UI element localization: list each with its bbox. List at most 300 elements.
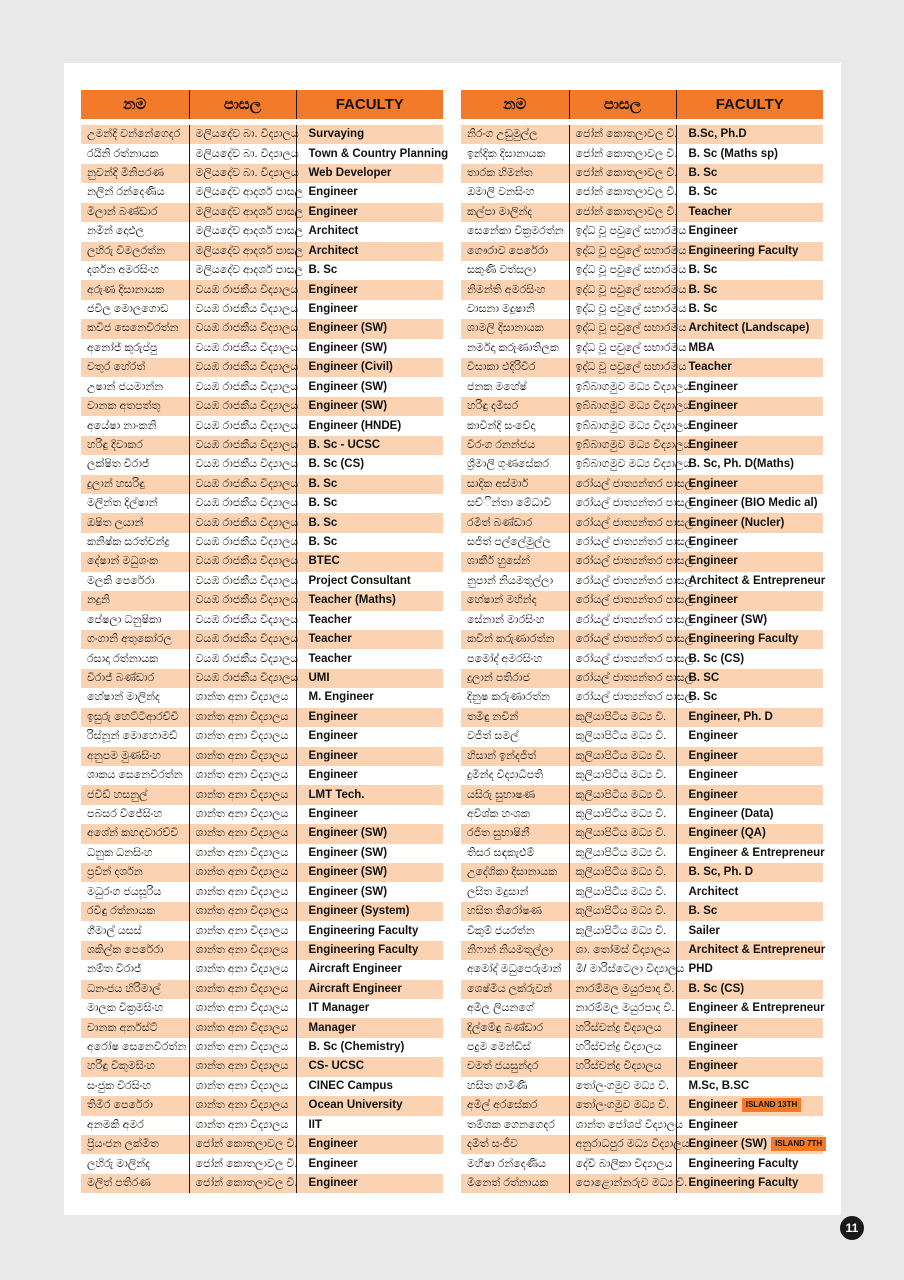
cell-school-text: වයඹ රාජකීය විද්‍යාලය bbox=[195, 613, 299, 626]
cell-name bbox=[81, 242, 189, 261]
cell-faculty-text: B. Sc (CS) bbox=[308, 458, 365, 471]
cell-school-text: ජෝන් කොතලාවල වි. bbox=[195, 1157, 298, 1170]
cell-school-text: රෝයල් ජාත්‍යන්තර පාසල bbox=[575, 516, 694, 529]
cell-name bbox=[461, 921, 569, 940]
cell-faculty bbox=[676, 475, 823, 494]
cell-school bbox=[569, 805, 676, 824]
table-row bbox=[81, 747, 443, 766]
cell-faculty bbox=[676, 941, 826, 960]
cell-school-text: නාරම්මල මයුරපාද වි. bbox=[575, 982, 675, 995]
table-row bbox=[81, 649, 443, 668]
cell-school-text: හරිස්චන්ද්‍ර විද්‍යාලය bbox=[575, 1021, 662, 1034]
cell-faculty-text: B. SC bbox=[688, 672, 720, 685]
table-row bbox=[461, 844, 823, 863]
cell-name-text: මලකි පෙරේරා bbox=[87, 574, 155, 587]
cell-school-text: මලියදේව ආදර්ශ පාසල bbox=[195, 186, 304, 199]
cell-faculty bbox=[676, 242, 823, 261]
cell-school bbox=[189, 319, 299, 338]
cell-school bbox=[189, 630, 299, 649]
cell-school bbox=[569, 436, 692, 455]
right-results-table bbox=[461, 90, 826, 1193]
cell-school-text: ශාන්ත අනා විද්‍යාලය bbox=[195, 943, 289, 956]
cell-faculty bbox=[676, 669, 823, 688]
cell-name-text: විසාකා එදිරිවීර bbox=[467, 361, 536, 374]
cell-school bbox=[189, 980, 296, 999]
cell-school bbox=[189, 494, 299, 513]
table-row bbox=[81, 552, 443, 571]
cell-school bbox=[189, 688, 296, 707]
cell-school bbox=[569, 203, 676, 222]
cell-faculty bbox=[296, 805, 443, 824]
cell-school-text: මී/ මාරිස්ටෙලා විද්‍යාලය bbox=[575, 963, 685, 976]
table-row bbox=[461, 921, 823, 940]
cell-name-text: දුමින්ද විද්‍යාධිපති bbox=[467, 769, 544, 782]
cell-faculty-text: MBA bbox=[688, 341, 715, 354]
cell-faculty-text: Engineer bbox=[688, 1060, 738, 1073]
cell-name-text: ඉන්දික දිසානායක bbox=[467, 147, 546, 160]
table-row bbox=[461, 144, 823, 163]
cell-name bbox=[81, 630, 189, 649]
cell-school bbox=[189, 183, 304, 202]
table-row bbox=[81, 572, 443, 591]
cell-school bbox=[189, 436, 299, 455]
cell-school-text: මලියදේව බා. විද්‍යාලය bbox=[195, 147, 299, 160]
cell-faculty bbox=[676, 882, 823, 901]
cell-name-text: තිමිර පෙරේරා bbox=[87, 1099, 153, 1112]
cell-name bbox=[81, 1116, 189, 1135]
cell-school-text: ඉබ්බාගමුව මධ්‍ය විද්‍යාලය bbox=[575, 380, 692, 393]
cell-school bbox=[569, 164, 676, 183]
cell-school bbox=[569, 591, 694, 610]
cell-name-text: උමන්දි වන්නේගෙදර bbox=[87, 128, 181, 141]
cell-school bbox=[569, 494, 694, 513]
cell-faculty bbox=[296, 436, 443, 455]
cell-faculty-text: CS- UCSC bbox=[308, 1060, 365, 1073]
cell-name bbox=[81, 844, 189, 863]
cell-faculty bbox=[676, 921, 823, 940]
cell-school bbox=[569, 1154, 676, 1173]
cell-name-text: තිසර සඳකැළුම් bbox=[467, 846, 535, 859]
cell-school bbox=[189, 785, 296, 804]
cell-name bbox=[461, 513, 569, 532]
cell-faculty-text: B. Sc - UCSC bbox=[308, 438, 381, 451]
cell-faculty-text: Engineer (SW) bbox=[308, 341, 388, 354]
cell-school bbox=[569, 747, 676, 766]
cell-school bbox=[189, 552, 299, 571]
cell-faculty bbox=[296, 1057, 443, 1076]
cell-faculty-text: Engineer (SW) bbox=[308, 885, 388, 898]
cell-name-text: නමින් දොළුල bbox=[87, 225, 145, 238]
cell-school bbox=[189, 1096, 296, 1115]
cell-name-text: අනමකි අමර bbox=[87, 1118, 144, 1131]
cell-name bbox=[461, 669, 569, 688]
cell-name-text: සච්ින්තා මේධාවි bbox=[467, 497, 552, 510]
cell-name bbox=[461, 941, 569, 960]
cell-name bbox=[81, 863, 189, 882]
table-row bbox=[81, 882, 443, 901]
cell-school-text: ජෝන් කොතලාවල වි. bbox=[575, 147, 678, 160]
table-row bbox=[81, 1038, 443, 1057]
table-row bbox=[461, 242, 823, 261]
cell-faculty bbox=[296, 183, 443, 202]
table-row bbox=[81, 144, 443, 163]
cell-school bbox=[569, 1018, 676, 1037]
table-row bbox=[461, 863, 823, 882]
cell-name bbox=[461, 1018, 569, 1037]
cell-name bbox=[81, 1174, 189, 1193]
cell-name bbox=[81, 494, 189, 513]
cell-faculty bbox=[296, 125, 443, 144]
cell-name-text: ලහිරු විමලරත්න bbox=[87, 244, 166, 257]
cell-faculty-text: Engineer (SW) bbox=[308, 846, 388, 859]
cell-school-text: ඉද්ධ වූ පවුලේ සභාරමය bbox=[575, 283, 687, 296]
cell-school bbox=[569, 688, 694, 707]
table-row bbox=[461, 183, 823, 202]
cell-faculty-text: Engineer bbox=[688, 1118, 738, 1131]
cell-school bbox=[569, 960, 685, 979]
cell-faculty-text: Engineer (Data) bbox=[688, 807, 774, 820]
cell-school bbox=[189, 1116, 296, 1135]
cell-name bbox=[81, 1018, 189, 1037]
cell-name-text: මලිත් පතිරණ bbox=[87, 1176, 151, 1189]
cell-faculty bbox=[296, 300, 443, 319]
cell-faculty bbox=[296, 339, 443, 358]
table-row bbox=[81, 494, 443, 513]
table-row bbox=[81, 1096, 443, 1115]
cell-name-text: වාසනා මදුෂානි bbox=[467, 303, 535, 315]
cell-faculty-text: Engineer bbox=[308, 730, 358, 743]
cell-name bbox=[81, 1154, 189, 1173]
cell-school-text: මලියදේව ආදර්ශ පාසල bbox=[195, 205, 304, 218]
cell-name bbox=[461, 708, 569, 727]
cell-school-text: ජෝන් කොතලාවල වි. bbox=[575, 167, 678, 180]
cell-school bbox=[569, 358, 687, 377]
cell-faculty-text: Engineer bbox=[308, 283, 358, 296]
cell-name-text: ලසිත මදුසාන් bbox=[467, 885, 529, 898]
cell-school bbox=[569, 921, 676, 940]
cell-faculty bbox=[296, 513, 443, 532]
cell-name-text: අයේෂා නාංකනි bbox=[87, 419, 157, 432]
cell-faculty bbox=[296, 164, 443, 183]
cell-school bbox=[569, 882, 676, 901]
table-row bbox=[81, 183, 443, 202]
cell-name bbox=[461, 1135, 569, 1154]
cell-name-text: ඉසුරු හෙට්ටිආරච්චි bbox=[87, 710, 179, 723]
cell-school-text: ශාන්ත අනා විද්‍යාලය bbox=[195, 1021, 289, 1034]
cell-school-text: ජෝන් කොතලාවල වි. bbox=[575, 128, 678, 141]
cell-school bbox=[569, 727, 676, 746]
table-row bbox=[81, 824, 443, 843]
cell-name-text: සෙනේකා වික්‍රමරත්න bbox=[467, 225, 564, 238]
cell-name bbox=[461, 203, 569, 222]
cell-faculty bbox=[676, 824, 823, 843]
cell-faculty bbox=[676, 222, 823, 241]
cell-name-text: කවිජ සෙනෙවිරත්න bbox=[87, 322, 179, 335]
cell-school bbox=[569, 222, 687, 241]
table-row bbox=[461, 824, 823, 843]
cell-school-text: හරිස්චන්ද්‍ර විද්‍යාලය bbox=[575, 1041, 662, 1054]
cell-school bbox=[569, 125, 676, 144]
table-row bbox=[461, 980, 823, 999]
table-row bbox=[461, 1174, 823, 1193]
cell-faculty-text: Engineer bbox=[688, 555, 738, 568]
cell-name bbox=[461, 125, 569, 144]
cell-name bbox=[81, 572, 189, 591]
cell-faculty bbox=[296, 1038, 443, 1057]
cell-name-text: ගෞරාව පෙරේරා bbox=[467, 244, 548, 257]
cell-faculty bbox=[676, 1135, 823, 1154]
table-row bbox=[81, 475, 443, 494]
cell-school-text: මලියදේව ආදර්ශ පාසල bbox=[195, 264, 304, 277]
table-row bbox=[81, 611, 443, 630]
table-row bbox=[81, 1077, 443, 1096]
cell-name-text: හසිත ගාමිණි bbox=[467, 1079, 528, 1092]
cell-school-text: වයඹ රාජකීය විද්‍යාලය bbox=[195, 477, 299, 490]
cell-name bbox=[81, 649, 189, 668]
cell-name-text: කනිෂ්ක සරත්චන්ද්‍ර bbox=[87, 536, 170, 549]
cell-school-text: රෝයල් ජාත්‍යන්තර පාසල bbox=[575, 672, 694, 685]
cell-school bbox=[569, 708, 676, 727]
cell-faculty bbox=[676, 164, 823, 183]
cell-name bbox=[461, 164, 569, 183]
table-row bbox=[81, 1135, 443, 1154]
cell-faculty-text: Survaying bbox=[308, 128, 365, 141]
cell-name-text: හරිඳු දමිසර bbox=[467, 400, 519, 413]
cell-school bbox=[569, 1135, 690, 1154]
cell-faculty bbox=[676, 300, 823, 319]
cell-faculty-text: Engineer bbox=[308, 749, 358, 762]
cell-name bbox=[81, 377, 189, 396]
cell-faculty bbox=[676, 552, 823, 571]
table-row bbox=[81, 397, 443, 416]
table-row bbox=[461, 1077, 823, 1096]
cell-faculty-text: B. Sc bbox=[308, 516, 338, 529]
table-row bbox=[81, 1018, 443, 1037]
cell-faculty-text: Engineer (SW) bbox=[308, 400, 388, 413]
cell-faculty-text: Engineer bbox=[688, 380, 738, 393]
cell-school-text: ශාන්ත අනා විද්‍යාලය bbox=[195, 827, 289, 840]
cell-school-text: රෝයල් ජාත්‍යන්තර පාසල bbox=[575, 497, 694, 510]
table-row bbox=[81, 339, 443, 358]
cell-school bbox=[189, 416, 299, 435]
cell-school-text: වයඹ රාජකීය විද්‍යාලය bbox=[195, 652, 299, 665]
table-row bbox=[461, 300, 823, 319]
cell-faculty bbox=[676, 649, 823, 668]
cell-school-text: ඉබ්බාගමුව මධ්‍ය විද්‍යාලය bbox=[575, 419, 692, 432]
cell-school bbox=[569, 611, 694, 630]
cell-name bbox=[461, 416, 569, 435]
cell-faculty-text: Engineer, Ph. D bbox=[688, 710, 773, 723]
cell-name bbox=[81, 1038, 189, 1057]
cell-name-text: ලහිරු මාලින්ද bbox=[87, 1157, 151, 1170]
table-row bbox=[461, 572, 823, 591]
table-row bbox=[461, 319, 823, 338]
cell-name bbox=[81, 688, 189, 707]
cell-faculty bbox=[676, 863, 823, 882]
cell-faculty-text: Engineer bbox=[688, 536, 738, 549]
cell-faculty bbox=[296, 747, 443, 766]
cell-faculty-text: Engineer bbox=[308, 1176, 358, 1189]
cell-school-text: ශාන්ත අනා විද්‍යාලය bbox=[195, 807, 289, 820]
cell-name-text: පදුම මෙන්ඩිස් bbox=[467, 1041, 531, 1054]
cell-name-text: අමෝද් මධුපෙරුමාන් bbox=[467, 963, 562, 976]
cell-school-text: ශාන්ත අනා විද්‍යාලය bbox=[195, 846, 289, 859]
cell-faculty bbox=[676, 805, 823, 824]
cell-school bbox=[569, 941, 676, 960]
cell-name bbox=[81, 455, 189, 474]
cell-faculty-text: Town & Country Planning bbox=[308, 147, 449, 160]
cell-school-text: ඉද්ධ වූ පවුලේ සභාරමය bbox=[575, 225, 687, 238]
cell-school bbox=[189, 1038, 296, 1057]
table-row bbox=[461, 513, 823, 532]
cell-faculty-text: Aircraft Engineer bbox=[308, 982, 402, 995]
cell-school-text: රෝයල් ජාත්‍යන්තර පාසල bbox=[575, 652, 694, 665]
cell-faculty-text: Engineer bbox=[308, 710, 358, 723]
cell-school bbox=[189, 941, 296, 960]
cell-name bbox=[81, 397, 189, 416]
cell-school bbox=[189, 669, 299, 688]
cell-faculty bbox=[676, 999, 823, 1018]
cell-school bbox=[569, 280, 687, 299]
cell-faculty bbox=[296, 960, 443, 979]
cell-faculty-text: Engineer (System) bbox=[308, 905, 410, 918]
cell-faculty-text: Architect & Entrepreneur bbox=[688, 574, 826, 587]
table-row bbox=[461, 377, 823, 396]
cell-faculty bbox=[296, 1135, 443, 1154]
cell-faculty-text: B. Sc bbox=[308, 477, 338, 490]
cell-school bbox=[569, 902, 676, 921]
cell-school bbox=[569, 630, 694, 649]
cell-school-text: ශාන්ත අනා විද්‍යාලය bbox=[195, 963, 289, 976]
cell-school-text: හරිස්චන්ද්‍ර විද්‍යාලය bbox=[575, 1060, 662, 1073]
cell-name-text: ගීමාල් යසස් bbox=[87, 924, 142, 937]
cell-school-text: අනුරාධපුර මධ්‍ය විද්‍යාලය bbox=[575, 1138, 690, 1151]
cell-name bbox=[461, 1096, 569, 1115]
table-row bbox=[461, 494, 823, 513]
cell-name bbox=[461, 747, 569, 766]
cell-name-text: නුවන්දි මිනිපරණ bbox=[87, 167, 164, 180]
cell-name bbox=[461, 766, 569, 785]
cell-name-text: නිෆාන් නියමතුල්ලා bbox=[467, 943, 554, 956]
cell-faculty bbox=[676, 1018, 823, 1037]
cell-name-text: රවිඳු රත්නායක bbox=[87, 905, 156, 918]
cell-school-text: වයඹ රාජකීය විද්‍යාලය bbox=[195, 497, 299, 510]
cell-name-text: චමත් ජයසුන්දර bbox=[467, 1060, 539, 1073]
cell-faculty-text: Engineering Faculty bbox=[688, 1176, 799, 1189]
cell-school-text: වයඹ රාජකීය විද්‍යාලය bbox=[195, 536, 299, 549]
cell-name bbox=[81, 144, 189, 163]
cell-faculty-text: Web Developer bbox=[308, 167, 392, 180]
table-row bbox=[461, 766, 823, 785]
cell-faculty-text: Engineer bbox=[308, 205, 358, 218]
cell-faculty-text: Engineer bbox=[308, 1138, 358, 1151]
cell-name bbox=[461, 572, 569, 591]
table-row bbox=[461, 125, 823, 144]
cell-name-text: හේෂාන් මහින්ද bbox=[467, 594, 537, 607]
cell-school-text: වයඹ රාජකීය විද්‍යාලය bbox=[195, 594, 299, 607]
cell-faculty bbox=[676, 125, 823, 144]
cell-school bbox=[569, 844, 676, 863]
cell-school-text: ශාන්ත අනා විද්‍යාලය bbox=[195, 710, 289, 723]
cell-faculty-text: B. Sc bbox=[688, 905, 718, 918]
cell-name bbox=[461, 1116, 569, 1135]
cell-name-text: ශාකය සෙනෙවිරත්න bbox=[87, 769, 183, 782]
cell-school-text: කුලියාපිටිය මධ්‍ය වි. bbox=[575, 827, 667, 840]
cell-faculty-text: CINEC Campus bbox=[308, 1079, 393, 1092]
cell-school-text: වයඹ රාජකීය විද්‍යාලය bbox=[195, 516, 299, 529]
cell-name-text: ජනක මහේෂ් bbox=[467, 380, 527, 393]
cell-faculty-text: M. Engineer bbox=[308, 691, 374, 704]
cell-name bbox=[81, 222, 189, 241]
cell-faculty bbox=[296, 649, 443, 668]
cell-school-text: කුලියාපිටිය මධ්‍ය වි. bbox=[575, 749, 667, 762]
cell-name bbox=[81, 436, 189, 455]
left-table-body bbox=[81, 125, 449, 1193]
cell-school-text: ඉද්ධ වූ පවුලේ සභාරමය bbox=[575, 322, 687, 335]
cell-name bbox=[461, 494, 569, 513]
cell-faculty bbox=[296, 1018, 443, 1037]
cell-school bbox=[569, 669, 694, 688]
cell-school-text: ශාන්ත අනා විද්‍යාලය bbox=[195, 924, 289, 937]
cell-name-text: උෂාන් ජයමාන්න bbox=[87, 380, 164, 393]
cell-faculty-text: B. Sc (CS) bbox=[688, 652, 745, 665]
cell-faculty-text: Architect & Entrepreneur bbox=[688, 943, 826, 956]
cell-faculty bbox=[296, 144, 449, 163]
table-row bbox=[461, 261, 823, 280]
cell-faculty bbox=[296, 1116, 443, 1135]
cell-school bbox=[189, 397, 299, 416]
cell-school-text: රෝයල් ජාත්‍යන්තර පාසල bbox=[575, 613, 694, 626]
cell-faculty bbox=[296, 980, 443, 999]
cell-faculty-text: Engineer & Entrepreneur bbox=[688, 846, 825, 859]
cell-name bbox=[461, 455, 569, 474]
cell-school bbox=[569, 319, 687, 338]
table-row bbox=[461, 785, 823, 804]
cell-faculty bbox=[296, 611, 443, 630]
cell-faculty-text: Architect bbox=[688, 885, 739, 898]
cell-faculty-text: Engineer bbox=[308, 807, 358, 820]
cell-name bbox=[81, 1135, 189, 1154]
table-row bbox=[461, 688, 823, 707]
cell-school-text: වයඹ රාජකීය විද්‍යාලය bbox=[195, 380, 299, 393]
cell-school-text: කුලියාපිටිය මධ්‍ය වි. bbox=[575, 866, 667, 879]
cell-school-text: ඉබ්බාගමුව මධ්‍ය විද්‍යාලය bbox=[575, 400, 692, 413]
table-row bbox=[461, 630, 823, 649]
cell-name bbox=[461, 222, 569, 241]
page-number-badge: 11 bbox=[840, 1216, 864, 1240]
cell-faculty-text: Engineer bbox=[308, 303, 358, 315]
cell-faculty bbox=[676, 785, 823, 804]
cell-school bbox=[189, 844, 296, 863]
cell-name-text: සජිත් පල්ලේමුල්ල bbox=[467, 536, 551, 549]
cell-name bbox=[81, 475, 189, 494]
cell-school bbox=[189, 222, 304, 241]
cell-school-text: රෝයල් ජාත්‍යන්තර පාසල bbox=[575, 633, 694, 646]
cell-faculty-text: Engineer bbox=[308, 1157, 358, 1170]
column-header-school: පාසල bbox=[569, 90, 676, 119]
cell-school bbox=[189, 708, 296, 727]
cell-faculty-text: Engineer bbox=[688, 769, 738, 782]
cell-school-text: ශාන්ත අනා විද්‍යාලය bbox=[195, 905, 289, 918]
cell-school-text: ශාන්ත අනා විද්‍යාලය bbox=[195, 1002, 289, 1015]
cell-faculty-text: B. Sc (CS) bbox=[688, 982, 745, 995]
cell-faculty-text: UMI bbox=[308, 672, 330, 685]
cell-faculty bbox=[676, 572, 826, 591]
cell-school bbox=[569, 980, 676, 999]
cell-faculty-text: Ocean University bbox=[308, 1099, 403, 1112]
table-row bbox=[81, 688, 443, 707]
cell-faculty bbox=[296, 533, 443, 552]
